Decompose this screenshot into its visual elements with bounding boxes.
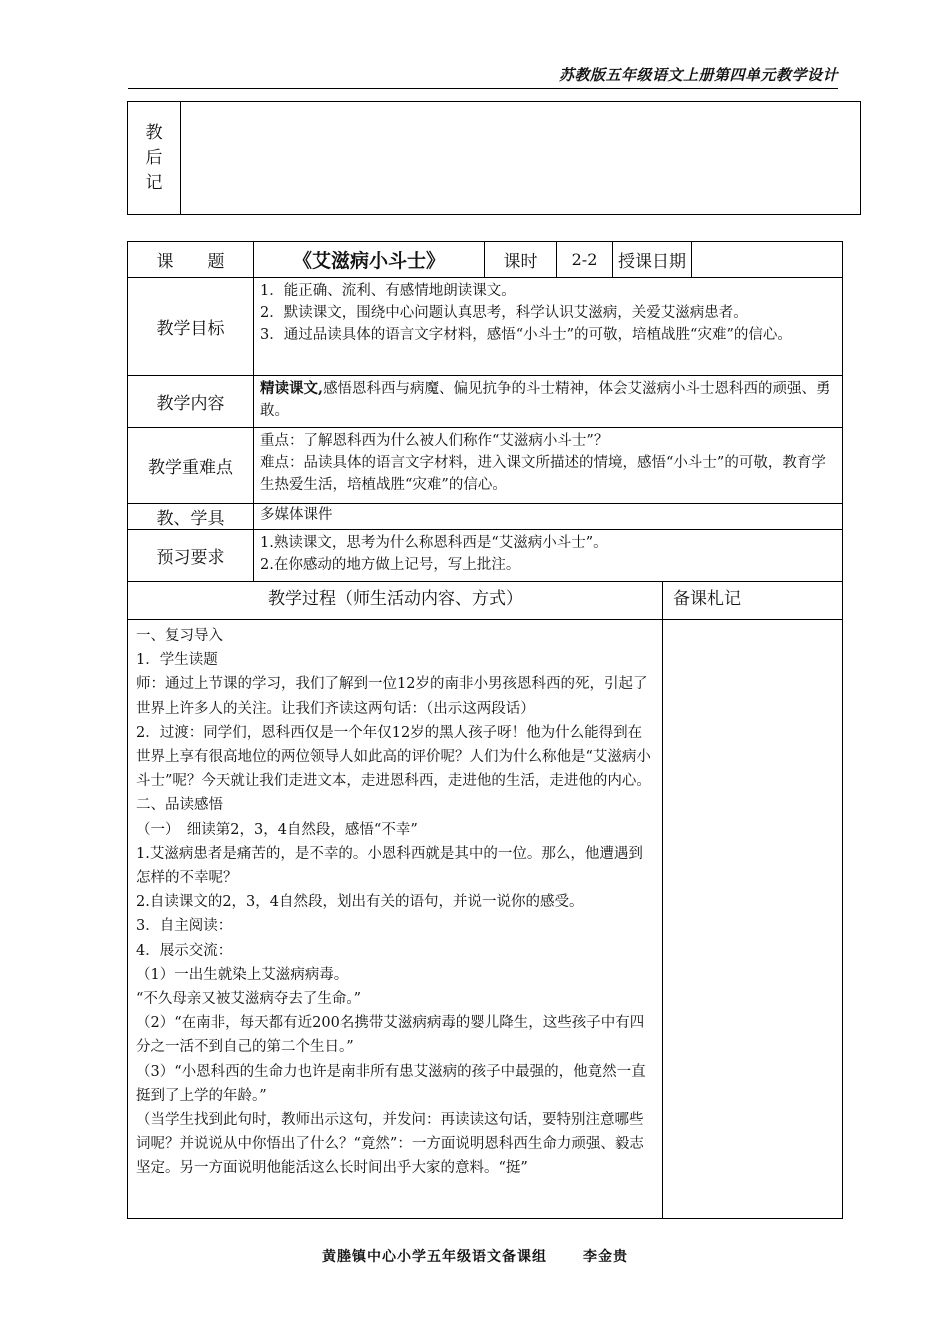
process-line: 1．学生读题 <box>136 652 218 669</box>
afterword-label-char: 后 <box>145 147 163 168</box>
afterword-table <box>127 101 861 215</box>
goal-item: 3．通过品读具体的语言文字材料，感悟“小斗士”的可敬，培植战胜“灾难”的信心。 <box>260 327 792 343</box>
preview-item: 1.熟读课文，思考为什么称恩科西是“艾滋病小斗士”。 <box>260 535 608 551</box>
notes-header: 备课札记 <box>663 582 843 620</box>
header-rule <box>128 88 838 89</box>
afterword-label <box>128 102 181 215</box>
content-label: 教学内容 <box>128 376 254 428</box>
footer <box>0 1246 950 1266</box>
preview-content <box>254 530 843 582</box>
goal-item: 1．能正确、流利、有感情地朗读课文。 <box>260 283 516 299</box>
difficult-point: 难点：品读具体的语言文字材料，进入课文所描述的情境，感悟“小斗士”的可敬，教育学生热爱生活，培植战胜“灾难”的信心。 <box>260 455 826 493</box>
process-line: 师：通过上节课的学习，我们了解到一位12岁的南非小男孩恩科西的死，引起了世界上许多人的关注。让我们齐读这两句话：（出示这两段话） <box>136 676 648 717</box>
afterword-label-char: 记 <box>145 172 163 193</box>
process-line: （2）“在南非，每天都有近200名携带艾滋病病毒的婴儿降生，这些孩子中有四分之一活不到自己的第二个生日。” <box>136 1015 645 1056</box>
key-point: 重点：了解恩科西为什么被人们称作“艾滋病小斗士”？ <box>260 433 609 449</box>
header-title: 苏教版五年级语文上册第四单元教学设计 <box>558 66 838 84</box>
process-line: 4．展示交流： <box>136 942 233 959</box>
preview-label: 预习要求 <box>128 530 254 582</box>
period-value: 2-2 <box>557 242 613 278</box>
process-line: 一、复习导入 <box>136 628 223 644</box>
period-label: 课时 <box>485 242 557 278</box>
goal-item: 2．默读课文，围绕中心问题认真思考，科学认识艾滋病，关爱艾滋病患者。 <box>260 305 748 321</box>
process-header: 教学过程（师生活动内容、方式） <box>128 582 663 620</box>
content-bold: 精读课文, <box>260 380 324 397</box>
lesson-plan-table <box>127 241 843 1219</box>
date-value[interactable] <box>692 242 843 278</box>
process-line: 3．自主阅读： <box>136 918 233 935</box>
preview-item: 2.在你感动的地方做上记号，写上批注。 <box>260 557 521 573</box>
process-content <box>128 620 663 1219</box>
content-text <box>254 376 843 428</box>
process-line: 二、品读感悟 <box>136 797 223 814</box>
process-line: “不久母亲又被艾滋病夺去了生命。” <box>136 991 362 1008</box>
afterword-content[interactable] <box>181 102 861 215</box>
process-line: 1.艾滋病患者是痛苦的，是不幸的。小恩科西就是其中的一位。那么，他遭遇到怎样的不幸呢？ <box>136 845 643 887</box>
process-line: （当学生找到此句时，教师出示这句，并发问：再读读这句话，要特别注意哪些词呢？并说说从中你悟出了什么？“竟然”：一方面说明恩科西生命力顽强、毅志坚定。另一方面说明他能活这么长时间出乎大家的意料。“挺” <box>136 1112 644 1177</box>
key-content <box>254 428 843 504</box>
process-line: （1）一出生就染上艾滋病病毒。 <box>136 966 349 983</box>
tools-label: 教、学具 <box>128 504 254 530</box>
afterword-label-char: 教 <box>145 122 163 143</box>
topic-title: 《艾滋病小斗士》 <box>254 242 485 278</box>
process-line: 2．过渡：同学们，恩科西仅是一个年仅12岁的黑人孩子呀！他为什么能得到在世界上享有很高地位的两位领导人如此高的评价呢？人们为什么称他是“艾滋病小斗士”呢？今天就让我们走进文本，走进恩科西，走进他的生活，走进他的内心。 <box>136 724 651 790</box>
process-line: （3）“小恩科西的生命力也许是南非所有患艾滋病的孩子中最强的，他竟然一直挺到了上学的年龄。” <box>136 1063 646 1104</box>
tools-content: 多媒体课件 <box>254 504 843 530</box>
process-line: （一） 细读第2，3，4自然段，感悟“不幸” <box>136 821 418 838</box>
footer-school: 黄塍镇中心小学五年级语文备课组 <box>322 1249 547 1265</box>
notes-content[interactable] <box>663 620 843 1219</box>
topic-label: 课 题 <box>128 242 254 278</box>
key-label: 教学重难点 <box>128 428 254 504</box>
content-body: 感悟恩科西与病魔、偏见抗争的斗士精神，体会艾滋病小斗士恩科西的顽强、勇敢。 <box>260 381 831 419</box>
goals-label: 教学目标 <box>128 278 254 376</box>
goals-content <box>254 278 843 376</box>
footer-author: 李金贵 <box>583 1249 628 1265</box>
date-label: 授课日期 <box>613 242 692 278</box>
process-line: 2.自读课文的2，3，4自然段，划出有关的语句，并说一说你的感受。 <box>136 894 584 911</box>
